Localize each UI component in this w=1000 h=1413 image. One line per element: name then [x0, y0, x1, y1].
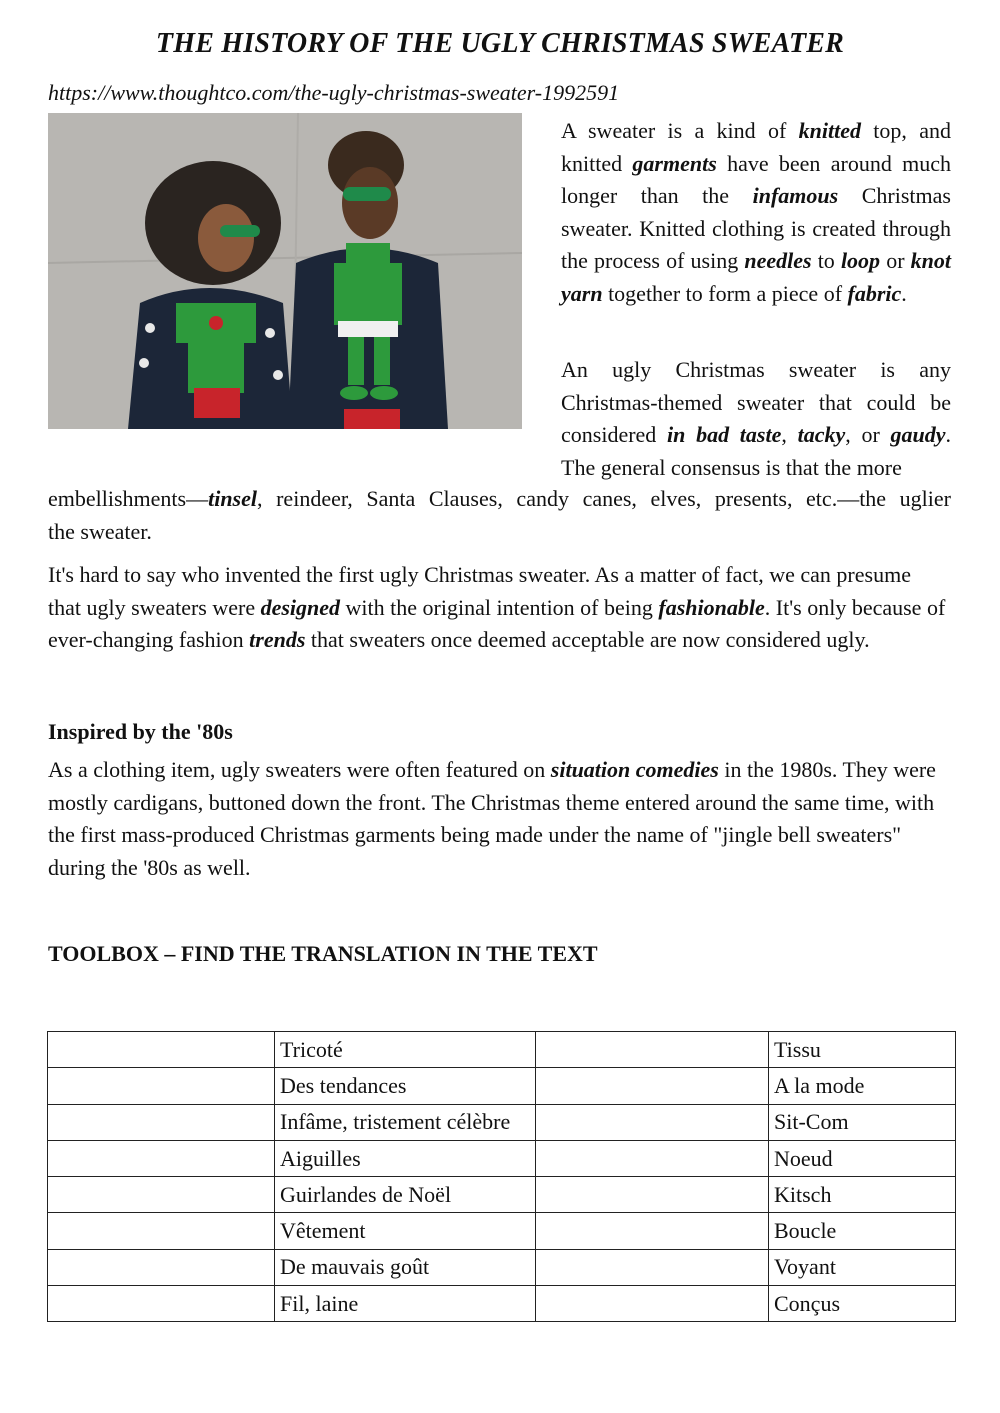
answer-cell[interactable]	[536, 1140, 769, 1176]
text-run: . It's only because of ever-changing fashion	[48, 594, 946, 652]
ugly-sweater-paragraph	[561, 354, 951, 484]
translation-table	[47, 1031, 956, 1322]
french-word-cell: A la mode	[769, 1068, 956, 1104]
answer-cell[interactable]	[48, 1068, 275, 1104]
text-run: An ugly Christmas sweater is any Christmas-themed sweater that could be considered	[561, 357, 951, 447]
vocab-word: situation comedies	[550, 757, 719, 782]
section-heading: Inspired by the '80s	[48, 719, 233, 744]
vocab-word: gaudy	[890, 422, 946, 447]
vocab-word: trends	[249, 627, 306, 652]
answer-cell[interactable]	[536, 1286, 769, 1322]
page-title: THE HISTORY OF THE UGLY CHRISTMAS SWEATER	[155, 28, 845, 59]
source-url: https://www.thoughtco.com/the-ugly-christmas-sweater-1992591	[48, 80, 620, 105]
french-word-cell: De mauvais goût	[275, 1249, 536, 1285]
answer-cell[interactable]	[536, 1032, 769, 1068]
text-run: that sweaters once deemed acceptable are now considered ugly.	[305, 627, 870, 652]
french-word-cell: Fil, laine	[275, 1286, 536, 1322]
origin-paragraph	[48, 559, 948, 657]
answer-cell[interactable]	[48, 1140, 275, 1176]
text-run: Christmas sweater. Knitted clothing is created through the process of using	[561, 183, 951, 273]
vocab-word: needles	[744, 248, 812, 273]
vocab-word: fabric	[847, 280, 902, 306]
answer-cell[interactable]	[536, 1104, 769, 1140]
french-word-cell: Voyant	[769, 1249, 956, 1285]
answer-cell[interactable]	[536, 1213, 769, 1249]
text-run: embellishments—	[48, 486, 209, 511]
table-row	[48, 1104, 956, 1140]
text-run: As a clothing item, ugly sweaters were often featured on	[48, 757, 551, 782]
sweater-photo	[48, 113, 522, 429]
french-word-cell: Des tendances	[275, 1068, 536, 1104]
table-row	[48, 1032, 956, 1068]
text-run: top, and knitted	[561, 118, 951, 176]
vocab-word: fashionable	[658, 594, 765, 620]
intro-paragraph	[561, 115, 951, 310]
vocab-word: designed	[260, 594, 341, 620]
text-run: .	[901, 280, 907, 306]
text-run: have been around much longer than the	[561, 150, 951, 208]
vocab-word: loop	[840, 248, 881, 273]
text-run: , or	[845, 422, 891, 447]
answer-cell[interactable]	[536, 1177, 769, 1213]
french-word-cell: Kitsch	[769, 1177, 956, 1213]
text-run: or	[880, 248, 911, 273]
table-row	[48, 1068, 956, 1104]
vocab-word: knot yarn	[561, 248, 951, 306]
ugly-sweater-paragraph-continued	[48, 483, 951, 548]
text-run: in the 1980s. They were mostly cardigans, buttoned down the front. The Christmas theme entered around the same time, with the first mass-produced Christmas garments being made under the name of "jingle bell sweaters" during the '80s as well.	[48, 757, 936, 880]
answer-cell[interactable]	[48, 1177, 275, 1213]
text-run: . The general consensus is that the more	[561, 422, 951, 480]
vocab-word: tinsel	[208, 486, 257, 511]
vocab-word: in bad taste	[667, 422, 782, 447]
french-word-cell: Aiguilles	[275, 1140, 536, 1176]
answer-cell[interactable]	[48, 1286, 275, 1322]
answer-cell[interactable]	[536, 1068, 769, 1104]
french-word-cell: Conçus	[769, 1286, 956, 1322]
text-run: It's hard to say who invented the first ugly Christmas sweater. As a matter of fact, we can presume that ugly sweaters were	[48, 562, 911, 620]
answer-cell[interactable]	[48, 1213, 275, 1249]
table-row	[48, 1249, 956, 1285]
text-run: the sweater.	[48, 518, 152, 544]
answer-cell[interactable]	[536, 1249, 769, 1285]
text-run: together to form a piece of	[602, 280, 848, 306]
text-run: with the original intention of being	[340, 594, 659, 620]
text-run: , reindeer, Santa Clauses, candy canes, elves, presents, etc.—the uglier	[257, 486, 951, 511]
text-run: A sweater is a kind of	[561, 118, 799, 143]
vocab-word: knitted	[798, 118, 861, 143]
vocab-word: tacky	[797, 422, 846, 447]
eighties-paragraph	[48, 754, 951, 884]
vocab-word: infamous	[752, 183, 839, 208]
answer-cell[interactable]	[48, 1249, 275, 1285]
table-row	[48, 1140, 956, 1176]
french-word-cell: Infâme, tristement célèbre	[275, 1104, 536, 1140]
table-row	[48, 1177, 956, 1213]
text-run: to	[811, 248, 841, 273]
french-word-cell: Sit-Com	[769, 1104, 956, 1140]
table-row	[48, 1286, 956, 1322]
french-word-cell: Vêtement	[275, 1213, 536, 1249]
toolbox-heading: TOOLBOX – FIND THE TRANSLATION IN THE TEXT	[48, 941, 598, 966]
vocab-word: garments	[632, 150, 717, 176]
answer-cell[interactable]	[48, 1104, 275, 1140]
text-run: ,	[781, 422, 798, 447]
french-word-cell: Noeud	[769, 1140, 956, 1176]
french-word-cell: Tissu	[769, 1032, 956, 1068]
french-word-cell: Boucle	[769, 1213, 956, 1249]
french-word-cell: Tricoté	[275, 1032, 536, 1068]
table-row	[48, 1213, 956, 1249]
answer-cell[interactable]	[48, 1032, 275, 1068]
photo-illustration	[48, 113, 522, 429]
text-line	[48, 483, 951, 516]
french-word-cell: Guirlandes de Noël	[275, 1177, 536, 1213]
